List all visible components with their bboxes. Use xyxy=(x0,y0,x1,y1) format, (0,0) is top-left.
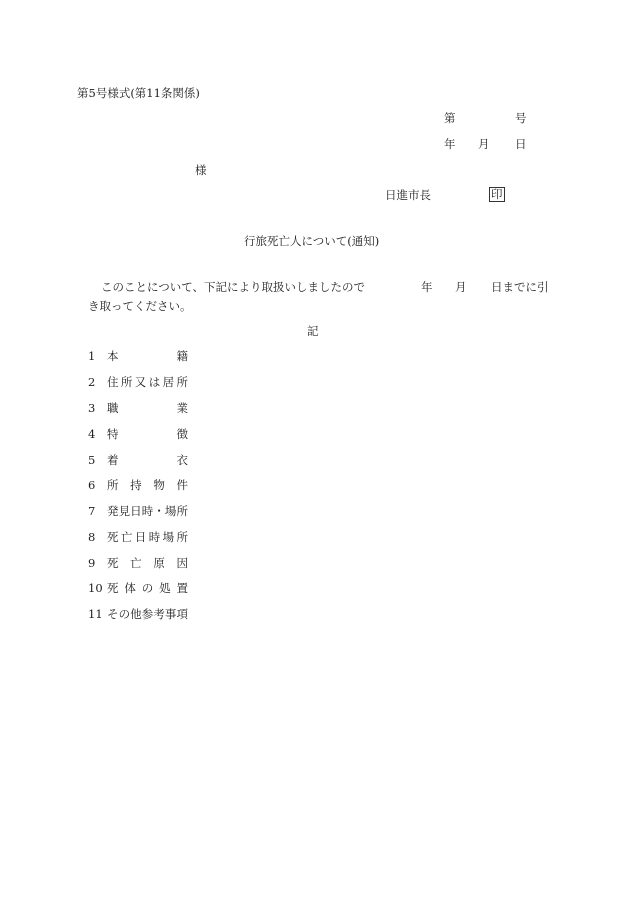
item-label: 本籍 xyxy=(107,349,188,363)
item-number: 7 xyxy=(88,504,96,518)
date-year: 年 xyxy=(444,137,456,151)
form-label: 第5号様式(第11条関係) xyxy=(77,86,200,100)
item-number: 4 xyxy=(88,427,96,441)
body-year: 年 xyxy=(421,280,433,294)
item-number: 6 xyxy=(88,478,96,492)
item-label: 特徴 xyxy=(107,427,188,441)
subject-title: 行旅死亡人について(通知) xyxy=(244,234,380,248)
item-number: 1 xyxy=(88,349,96,363)
body-line2: き取ってください。 xyxy=(88,299,192,313)
item-number: 2 xyxy=(88,375,96,389)
ki-heading: 記 xyxy=(307,324,319,338)
item-label: その他参考事項 xyxy=(107,607,188,621)
item-label: 所持物件 xyxy=(107,478,188,492)
addressee-suffix: 様 xyxy=(195,163,207,177)
item-number: 9 xyxy=(88,556,96,570)
item-label: 死亡原因 xyxy=(107,556,188,570)
item-label: 住所又は居所 xyxy=(107,375,188,389)
item-number: 10 xyxy=(88,581,103,595)
date-day: 日 xyxy=(515,137,527,151)
item-label: 着衣 xyxy=(107,453,188,467)
item-number: 11 xyxy=(88,607,103,621)
item-number: 8 xyxy=(88,530,96,544)
seal-mark: 印 xyxy=(491,187,503,201)
item-number: 3 xyxy=(88,401,96,415)
item-label: 発見日時・場所 xyxy=(107,504,188,518)
date-month: 月 xyxy=(478,137,490,151)
number-suffix: 号 xyxy=(515,111,527,125)
body-month: 月 xyxy=(455,280,467,294)
sender-title: 日進市長 xyxy=(385,188,431,202)
body-day-text: 日までに引 xyxy=(491,280,549,294)
item-label: 死体の処置 xyxy=(107,581,188,595)
item-label: 職業 xyxy=(107,401,188,415)
number-prefix: 第 xyxy=(444,111,456,125)
body-line1-text: このことについて、下記により取扱いしましたので xyxy=(101,280,366,294)
item-number: 5 xyxy=(88,453,96,467)
item-label: 死亡日時場所 xyxy=(107,530,188,544)
